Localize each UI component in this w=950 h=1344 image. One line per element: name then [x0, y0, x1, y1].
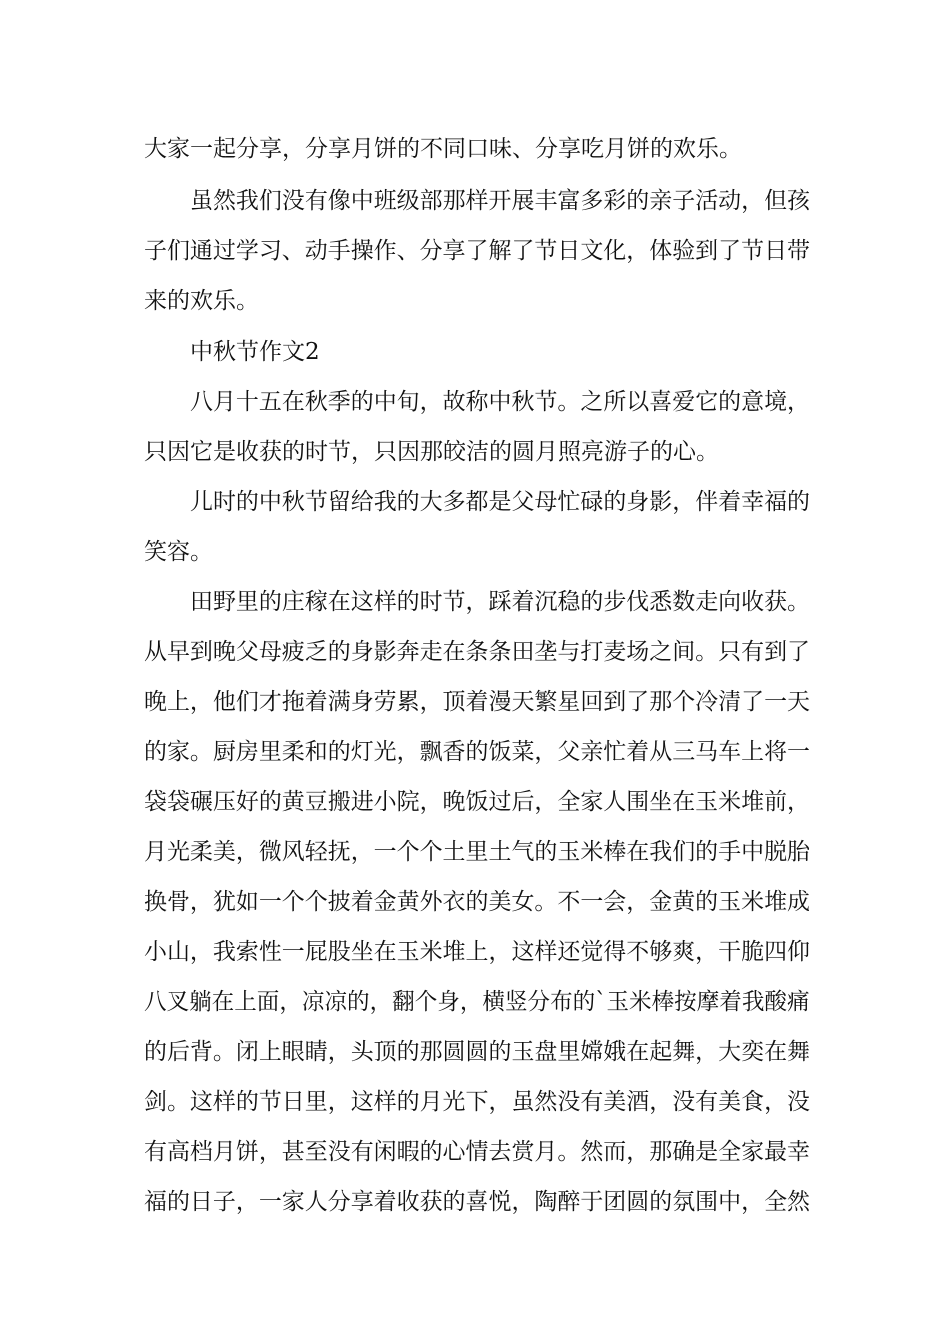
text-line: 的后背。闭上眼睛，头顶的那圆圆的玉盘里嫦娥在起舞，大奕在舞	[144, 1039, 810, 1065]
text-line: 剑。这样的节日里，这样的月光下，虽然没有美酒，没有美食，没	[144, 1089, 810, 1115]
text-line: 只因它是收获的时节，只因那皎洁的圆月照亮游子的心。	[144, 439, 719, 465]
paragraph-start-line: 田野里的庄稼在这样的时节，踩着沉稳的步伐悉数走向收获。	[190, 589, 811, 615]
text-line: 子们通过学习、动手操作、分享了解了节日文化，体验到了节日带	[144, 238, 810, 264]
text-line: 小山，我索性一屁股坐在玉米堆上，这样还觉得不够爽，干脆四仰	[144, 939, 810, 965]
paragraph-start-line: 八月十五在秋季的中旬，故称中秋节。之所以喜爱它的意境，	[190, 389, 811, 415]
text-line: 福的日子，一家人分享着收获的喜悦，陶醉于团圆的氛围中，全然	[144, 1189, 810, 1215]
text-line: 晚上，他们才拖着满身劳累，顶着漫天繁星回到了那个冷清了一天	[144, 689, 810, 715]
section-heading: 中秋节作文2	[190, 339, 320, 365]
text-line: 有高档月饼，甚至没有闲暇的心情去赏月。然而，那确是全家最幸	[144, 1139, 810, 1165]
paragraph-start-line: 虽然我们没有像中班级部那样开展丰富多彩的亲子活动，但孩	[190, 188, 811, 214]
text-line: 换骨，犹如一个个披着金黄外衣的美女。不一会，金黄的玉米堆成	[144, 889, 810, 915]
text-line: 来的欢乐。	[144, 288, 259, 314]
text-line: 大家一起分享，分享月饼的不同口味、分享吃月饼的欢乐。	[144, 136, 742, 162]
text-line: 的家。厨房里柔和的灯光，飘香的饭菜，父亲忙着从三马车上将一	[144, 739, 810, 765]
text-line: 月光柔美，微风轻抚，一个个土里土气的玉米棒在我们的手中脱胎	[144, 839, 810, 865]
text-line: 笑容。	[144, 539, 213, 565]
text-line: 袋袋碾压好的黄豆搬进小院，晚饭过后，全家人围坐在玉米堆前，	[144, 789, 810, 815]
text-line: 八叉躺在上面，凉凉的，翻个身，横竖分布的`玉米棒按摩着我酸痛	[144, 989, 810, 1015]
text-line: 从早到晚父母疲乏的身影奔走在条条田垄与打麦场之间。只有到了	[144, 639, 810, 665]
paragraph-start-line: 儿时的中秋节留给我的大多都是父母忙碌的身影，伴着幸福的	[190, 489, 811, 515]
